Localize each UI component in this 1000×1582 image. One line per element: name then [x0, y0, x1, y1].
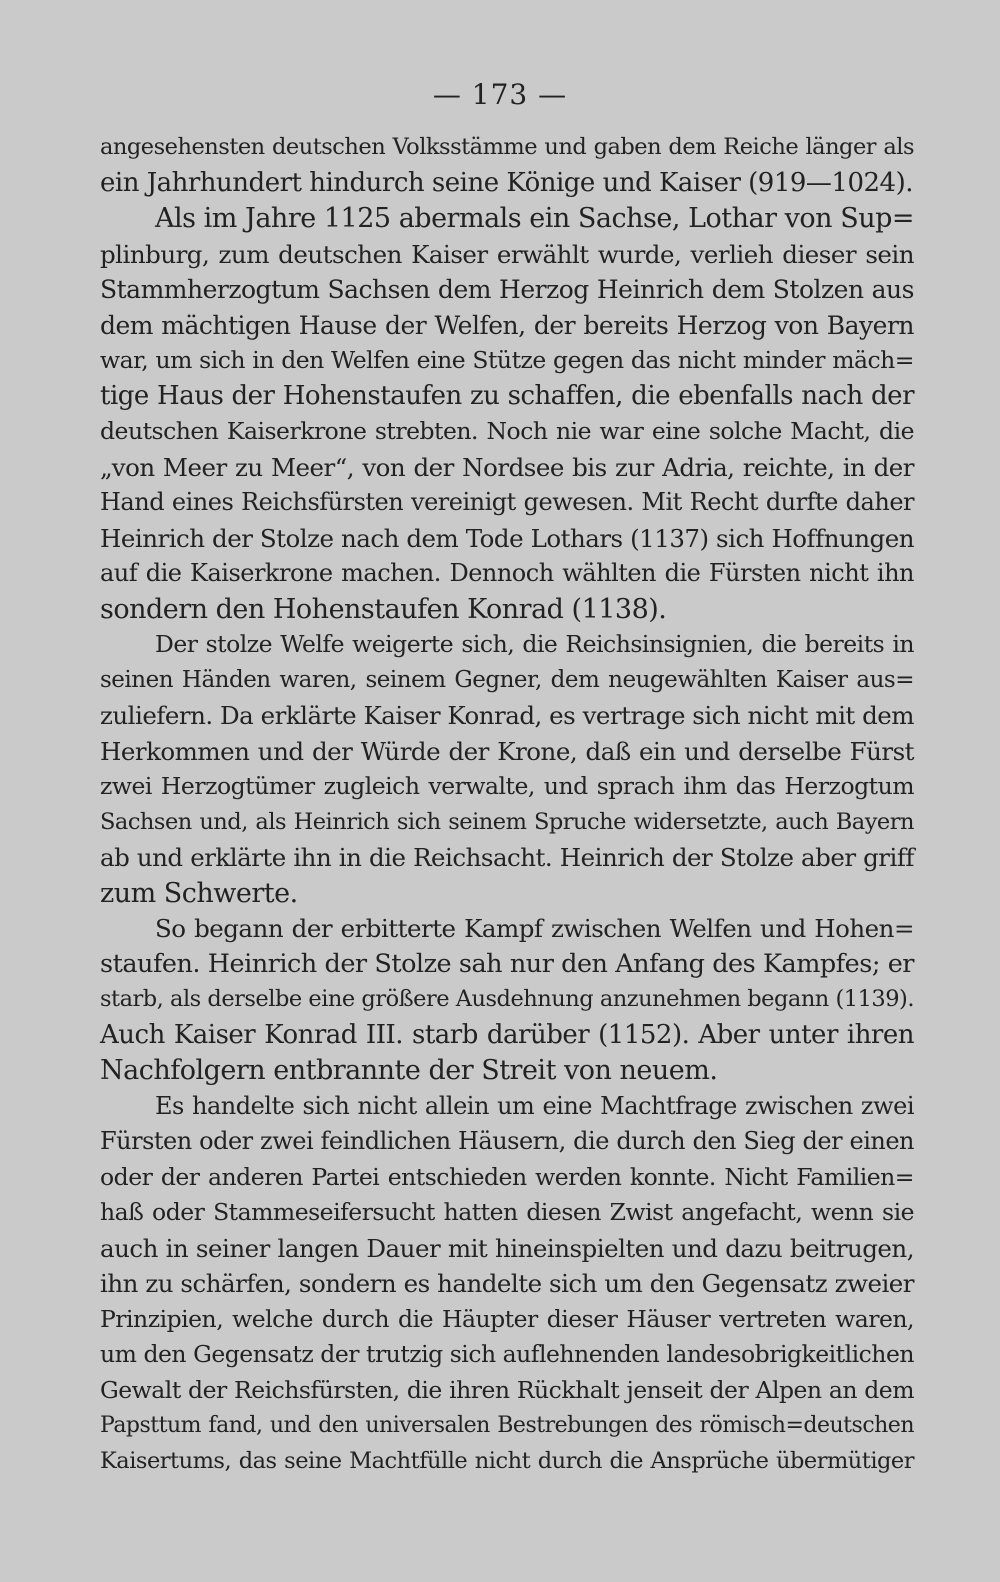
text-line: dem mächtigen Hause der Welfen, der bereits Herzog von Bayern: [100, 310, 914, 340]
text-line: Herkommen und der Würde der Krone, daß ein und derselbe Fürst: [100, 736, 914, 766]
text-line: Gewalt der Reichsfürsten, die ihren Rückhalt jenseit der Alpen an dem: [100, 1375, 914, 1404]
text-line: Stammherzogtum Sachsen dem Herzog Heinrich dem Stolzen aus: [100, 275, 914, 304]
text-line: Als im Jahre 1125 abermals ein Sachse, Lothar von Sup=: [155, 203, 914, 234]
text-line: Fürsten oder zwei feindlichen Häusern, die durch den Sieg der einen: [100, 1127, 914, 1155]
text-line: Prinzipien, welche durch die Häupter dieser Häuser vertreten waren,: [100, 1304, 914, 1333]
text-line: Kaisertums, das seine Machtfülle nicht durch die Ansprüche übermütiger: [100, 1447, 914, 1474]
text-line: seinen Händen waren, seinem Gegner, dem neugewählten Kaiser aus=: [100, 666, 914, 693]
text-line: starb, als derselbe eine größere Ausdehnung anzunehmen begann (1139).: [100, 986, 914, 1012]
body-text: [100, 130, 914, 1479]
text-line: angesehensten deutschen Volksstämme und gaben dem Reiche länger als: [100, 134, 914, 160]
text-line: So begann der erbitterte Kampf zwischen Welfen und Hohen=: [155, 914, 914, 943]
text-line: sondern den Hohenstaufen Konrad (1138).: [100, 593, 667, 625]
text-line: zwei Herzogtümer zugleich verwalte, und sprach ihm das Herzogtum: [100, 772, 914, 800]
text-line: Es handelte sich nicht allein um eine Machtfrage zwischen zwei: [155, 1091, 914, 1120]
text-line: Hand eines Reichsfürsten vereinigt gewesen. Mit Recht durfte daher: [100, 488, 914, 516]
text-line: Auch Kaiser Konrad III. starb darüber (1152). Aber unter ihren: [100, 1019, 914, 1050]
text-line: war, um sich in den Welfen eine Stütze gegen das nicht minder mäch=: [100, 346, 914, 374]
text-line: auch in seiner langen Dauer mit hineinspielten und dazu beitrugen,: [100, 1233, 914, 1263]
page-number: — 173 —: [432, 78, 568, 111]
text-line: ihn zu schärfen, sondern es handelte sich um den Gegensatz zweier: [100, 1269, 914, 1298]
text-line: zuliefern. Da erklärte Kaiser Konrad, es vertrage sich nicht mit dem: [100, 701, 914, 730]
text-line: deutschen Kaiserkrone strebten. Noch nie war eine solche Macht, die: [100, 417, 914, 445]
text-line: tige Haus der Hohenstaufen zu schaffen, die ebenfalls nach der: [100, 380, 914, 411]
text-line: ein Jahrhundert hindurch seine Könige und Kaiser (919—1024).: [100, 167, 913, 198]
text-line: Der stolze Welfe weigerte sich, die Reichsinsignien, die bereits in: [155, 630, 914, 658]
text-line: ab und erklärte ihn in die Reichsacht. Heinrich der Stolze aber griff: [100, 843, 914, 872]
text-line: staufen. Heinrich der Stolze sah nur den Anfang des Kampfes; er: [100, 948, 914, 979]
text-line: Heinrich der Stolze nach dem Tode Lothars (1137) sich Hoffnungen: [100, 523, 914, 553]
text-line: Papsttum fand, und den universalen Bestrebungen des römisch=deutschen: [100, 1413, 914, 1438]
text-line: um den Gegensatz der trutzig sich auflehnenden landesobrigkeitlichen: [100, 1340, 914, 1368]
text-line: Nachfolgern entbrannte der Streit von neuem.: [100, 1055, 718, 1086]
text-line: plinburg, zum deutschen Kaiser erwählt wurde, verlieh dieser sein: [100, 239, 914, 269]
text-line: auf die Kaiserkrone machen. Dennoch wählten die Fürsten nicht ihn: [100, 559, 914, 587]
text-line: oder der anderen Partei entschieden werden konnte. Nicht Familien=: [100, 1162, 914, 1191]
text-line: zum Schwerte.: [100, 877, 298, 909]
text-line: „von Meer zu Meer“, von der Nordsee bis zur Adria, reichte, in der: [100, 452, 914, 482]
text-line: Sachsen und, als Heinrich sich seinem Spruche widersetzte, auch Bayern: [100, 808, 914, 835]
text-line: haß oder Stammeseifersucht hatten diesen Zwist angefacht, wenn sie: [100, 1198, 914, 1226]
